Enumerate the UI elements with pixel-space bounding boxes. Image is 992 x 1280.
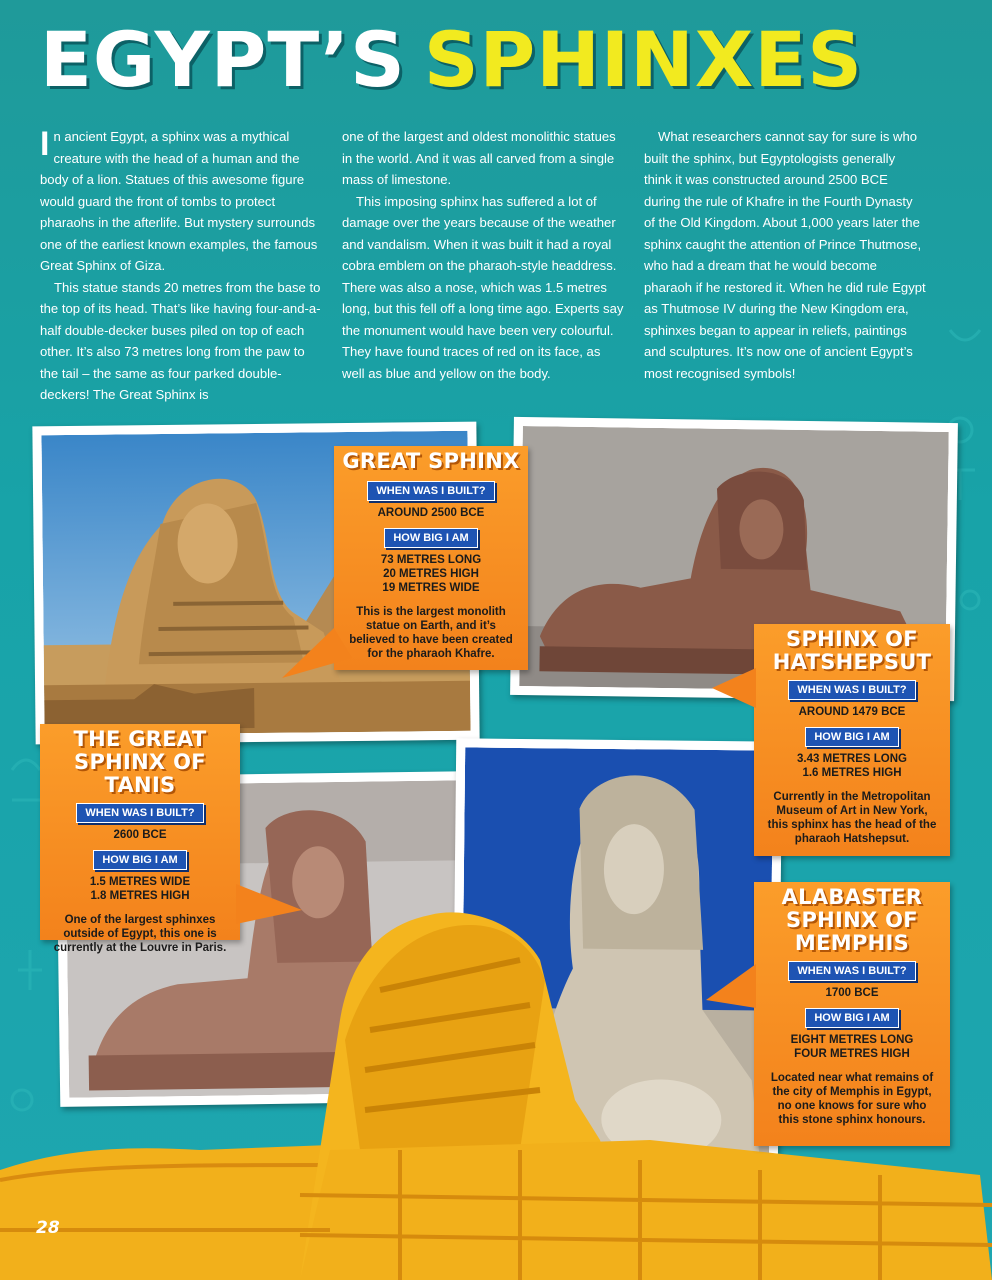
built-value: 1700 BCE <box>825 987 879 999</box>
paragraph: This imposing sphinx has suffered a lot of damage over the years because of the weather and vandalism. When it was built it had a royal cobra emblem on the pharaoh-style headdress. There was also a nose, which was 1.5 metres long, but this fell off a long time ago. Experts say the monument would have been very colourful. They have found traces of red on its face, as well as blue and yellow on the body. <box>342 193 624 381</box>
info-box-hatshepsut <box>754 624 950 856</box>
box-title-line: THE GREAT <box>73 727 207 751</box>
box-title-line: HATSHEPSUT <box>772 650 932 674</box>
box-title-line: SPHINX OF <box>786 627 918 651</box>
box-description: This is the largest monolith statue on Earth, and it’s believed to have been created for the pharaoh Khafre. <box>349 606 513 660</box>
paragraph-text: n ancient Egypt, a sphinx was a mythical creature with the head of a human and the body of a lion. Statues of this awesome figure would guard the front of tombs to protect pharaohs in the afterlife. But mystery surrounds one of the earliest known examples, the famous Great Sphinx of Giza. <box>40 129 318 273</box>
callout-pointer <box>282 628 352 688</box>
paragraph: What researchers cannot say for sure is who built the sphinx, but Egyptologists generally think it was constructed around 2500 BCE during the rule of Khafre in the Fourth Dynasty of the Old Kingdom. About 1,000 years later the sphinx caught the attention of Prince Thutmose, who had a dream that he would become pharaoh if he restored it. When he did rule Egypt as Thutmose IV during the New Kingdom era, sphinxes began to appear in reliefs, paintings and sculptures. It’s now one of ancient Egypt’s most recognised symbols! <box>644 129 926 381</box>
how-big-tag: HOW BIG I AM <box>805 727 898 747</box>
box-title-line: SPHINX OF TANIS <box>74 750 206 797</box>
size-value: 1.8 METRES HIGH <box>90 890 190 902</box>
built-value: AROUND 1479 BCE <box>798 706 906 718</box>
when-built-tag: WHEN WAS I BUILT? <box>788 961 915 981</box>
size-value: 3.43 METRES LONG <box>797 753 907 765</box>
info-box-alabaster-sphinx <box>754 882 950 1146</box>
how-big-tag: HOW BIG I AM <box>93 850 186 870</box>
box-title <box>40 728 240 797</box>
callout-pointer <box>236 880 306 930</box>
callout-pointer <box>706 960 766 1020</box>
info-box-sphinx-of-tanis <box>40 724 240 954</box>
page-number: 28 <box>36 1218 60 1238</box>
size-value: 73 METRES LONG <box>380 554 482 566</box>
info-box-great-sphinx <box>334 446 528 670</box>
box-description: One of the largest sphinxes outside of Egypt, this one is currently at the Louvre in Paris. <box>53 914 227 954</box>
built-value: 2600 BCE <box>113 829 167 841</box>
drop-cap: I <box>40 125 50 163</box>
size-value: FOUR METRES HIGH <box>794 1048 910 1060</box>
box-title-line: ALABASTER <box>781 885 923 909</box>
how-big-tag: HOW BIG I AM <box>384 528 477 548</box>
paragraph: one of the largest and oldest monolithic statues in the world. And it was all carved from a single mass of limestone. <box>342 129 616 187</box>
callout-pointer <box>712 660 772 720</box>
box-title <box>754 886 950 955</box>
size-value: EIGHT METRES LONG <box>790 1034 914 1046</box>
size-value: 1.6 METRES HIGH <box>802 767 902 779</box>
box-title <box>754 628 950 674</box>
size-value: 1.5 METRES WIDE <box>89 876 191 888</box>
box-title-line: MEMPHIS <box>794 931 910 955</box>
when-built-tag: WHEN WAS I BUILT? <box>367 481 494 501</box>
title-word-sphinxes: SPHINXES <box>423 15 863 104</box>
paragraph: This statue stands 20 metres from the base to the top of its head. That’s like having four-and-a-half double-decker buses piled on top of each other. It’s also 73 metres long from the paw to the tail – the same as four parked double-deckers! The Great Sphinx is <box>40 279 321 402</box>
title-word-egypts: EGYPT’S <box>40 15 406 104</box>
box-description: Located near what remains of the city of Memphis in Egypt, no one knows for sure who this stone sphinx honours. <box>770 1072 934 1126</box>
box-title-line: SPHINX OF <box>786 908 918 932</box>
how-big-tag: HOW BIG I AM <box>805 1008 898 1028</box>
box-title: GREAT SPHINX <box>342 449 520 473</box>
size-value: 20 METRES HIGH <box>383 568 479 580</box>
size-value: 19 METRES WIDE <box>382 582 480 594</box>
built-value: AROUND 2500 BCE <box>377 507 485 519</box>
box-description: Currently in the Metropolitan Museum of Art in New York, this sphinx has the head of the pharaoh Hatshepsut. <box>767 791 937 845</box>
when-built-tag: WHEN WAS I BUILT? <box>788 680 915 700</box>
when-built-tag: WHEN WAS I BUILT? <box>76 803 203 823</box>
